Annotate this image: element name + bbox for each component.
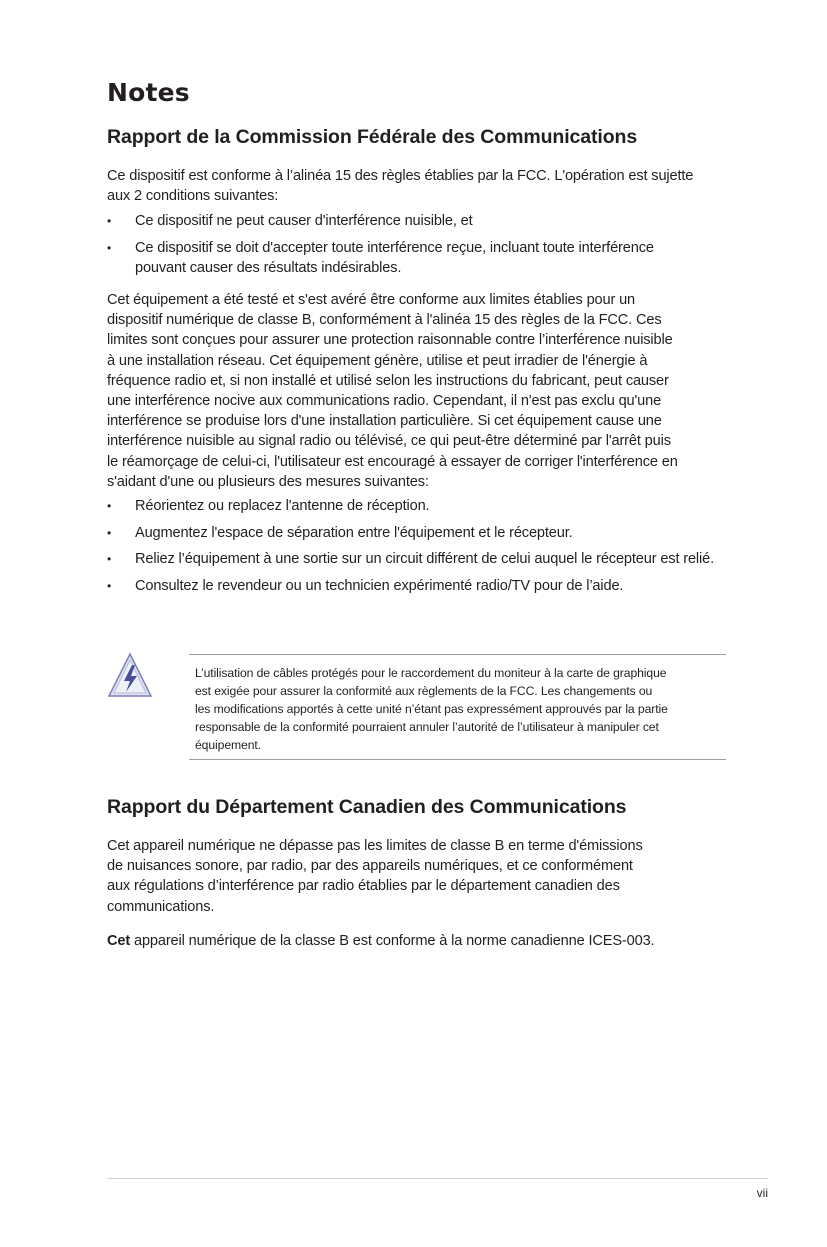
fcc-heading: Rapport de la Commission Fédérale des Communications [107,126,638,148]
list-item: • Augmentez l'espace de séparation entre l'équipement et le récepteur. [107,523,729,544]
body-line: à une installation réseau. Cet équipement génère, utilise et peut irradier de l'énergie à [107,352,648,369]
page-title: Notes [107,78,190,107]
body-line: communications. [107,898,215,915]
fcc-conditions-list [107,211,729,285]
body-line: de nuisances sonore, par radio, par des appareils numériques, et ce conformément [107,858,633,875]
page-number: vii [756,1186,768,1200]
body-line: s'aidant d'une ou plusieurs des mesures suivantes: [107,473,429,490]
list-item: • Ce dispositif se doit d'accepter toute interférence reçue, incluant toute interférence pouvant causer des résultats indésirables. [107,239,654,276]
body-line: fréquence radio et, si non installé et utilisé selon les instructions du fabricant, peut causer [107,372,669,389]
body-line: Cet équipement a été testé et s'est avéré être conforme aux limites établies pour un [107,292,636,308]
note-line: est exigée pour assurer la conformité aux règlements de la FCC. Les changements ou [195,684,653,698]
note-line: L’utilisation de câbles protégés pour le raccordement du moniteur à la carte de graphique [195,666,667,680]
body-line: une interférence nocive aux communications radio. Cependant, il n'est pas exclu qu'une [107,393,662,410]
body-line: limites sont conçues pour assurer une protection raisonnable contre l’interférence nuisible [107,332,673,349]
canada-body [107,836,729,917]
note-line: équipement. [195,738,261,752]
canada-compliance [107,931,729,951]
compliance-bold: Cet [107,933,131,949]
fcc-intro [107,166,729,206]
list-item: • Consultez le revendeur ou un technicien expérimenté radio/TV pour de l’aide. [107,576,729,597]
note-line: responsable de la conformité pourraient annuler l’autorité de l’utilisateur à manipuler cet [195,720,659,734]
fcc-measures-list [107,496,729,602]
note-line: les modifications apportés à cette unité n’étant pas expressément approuvés par la partie [195,702,668,716]
bullet-icon: • [107,499,112,513]
list-item: • Ce dispositif ne peut causer d'interférence nuisible, et [107,211,729,232]
warning-note [189,654,726,760]
warning-icon [107,652,153,698]
body-line: interférence nuisible au signal radio ou télévisé, ce qui peut-être déterminé par l'arrêt puis [107,433,671,450]
bullet-icon: • [107,552,112,566]
body-line: le réamorçage de celui-ci, l'utilisateur est encouragé à essayer de corriger l'interférence en [107,453,678,470]
body-line: aux régulations d’interférence par radio établies par le département canadien des [107,878,620,895]
footer-divider [107,1178,768,1179]
bullet-icon: • [107,578,112,593]
list-item: • Reliez l’équipement à une sortie sur un circuit différent de celui auquel le récepteur est relié. [107,549,729,570]
body-line: dispositif numérique de classe B, conformément à l'alinéa 15 des règles de la FCC. Ces [107,312,662,329]
fcc-body [107,290,729,492]
body-line: interférence se produise lors d'une installation particulière. Si cet équipement cause une [107,413,662,430]
bullet-icon: • [107,214,112,228]
compliance-text: appareil numérique de la classe B est conforme à la norme canadienne ICES-003. [130,933,655,949]
canada-heading: Rapport du Département Canadien des Communications [107,796,627,818]
warning-note-text [195,664,719,754]
fcc-intro-line: Ce dispositif est conforme à l’alinéa 15 des règles établies par la FCC. L'opération est sujette [107,168,694,184]
body-line: Cet appareil numérique ne dépasse pas les limites de classe B en terme d'émissions [107,838,643,854]
list-item: • Réorientez ou replacez l'antenne de réception. [107,496,729,517]
bullet-icon: • [107,240,112,255]
bullet-icon: • [107,525,112,540]
fcc-intro-line: aux 2 conditions suivantes: [107,188,279,205]
